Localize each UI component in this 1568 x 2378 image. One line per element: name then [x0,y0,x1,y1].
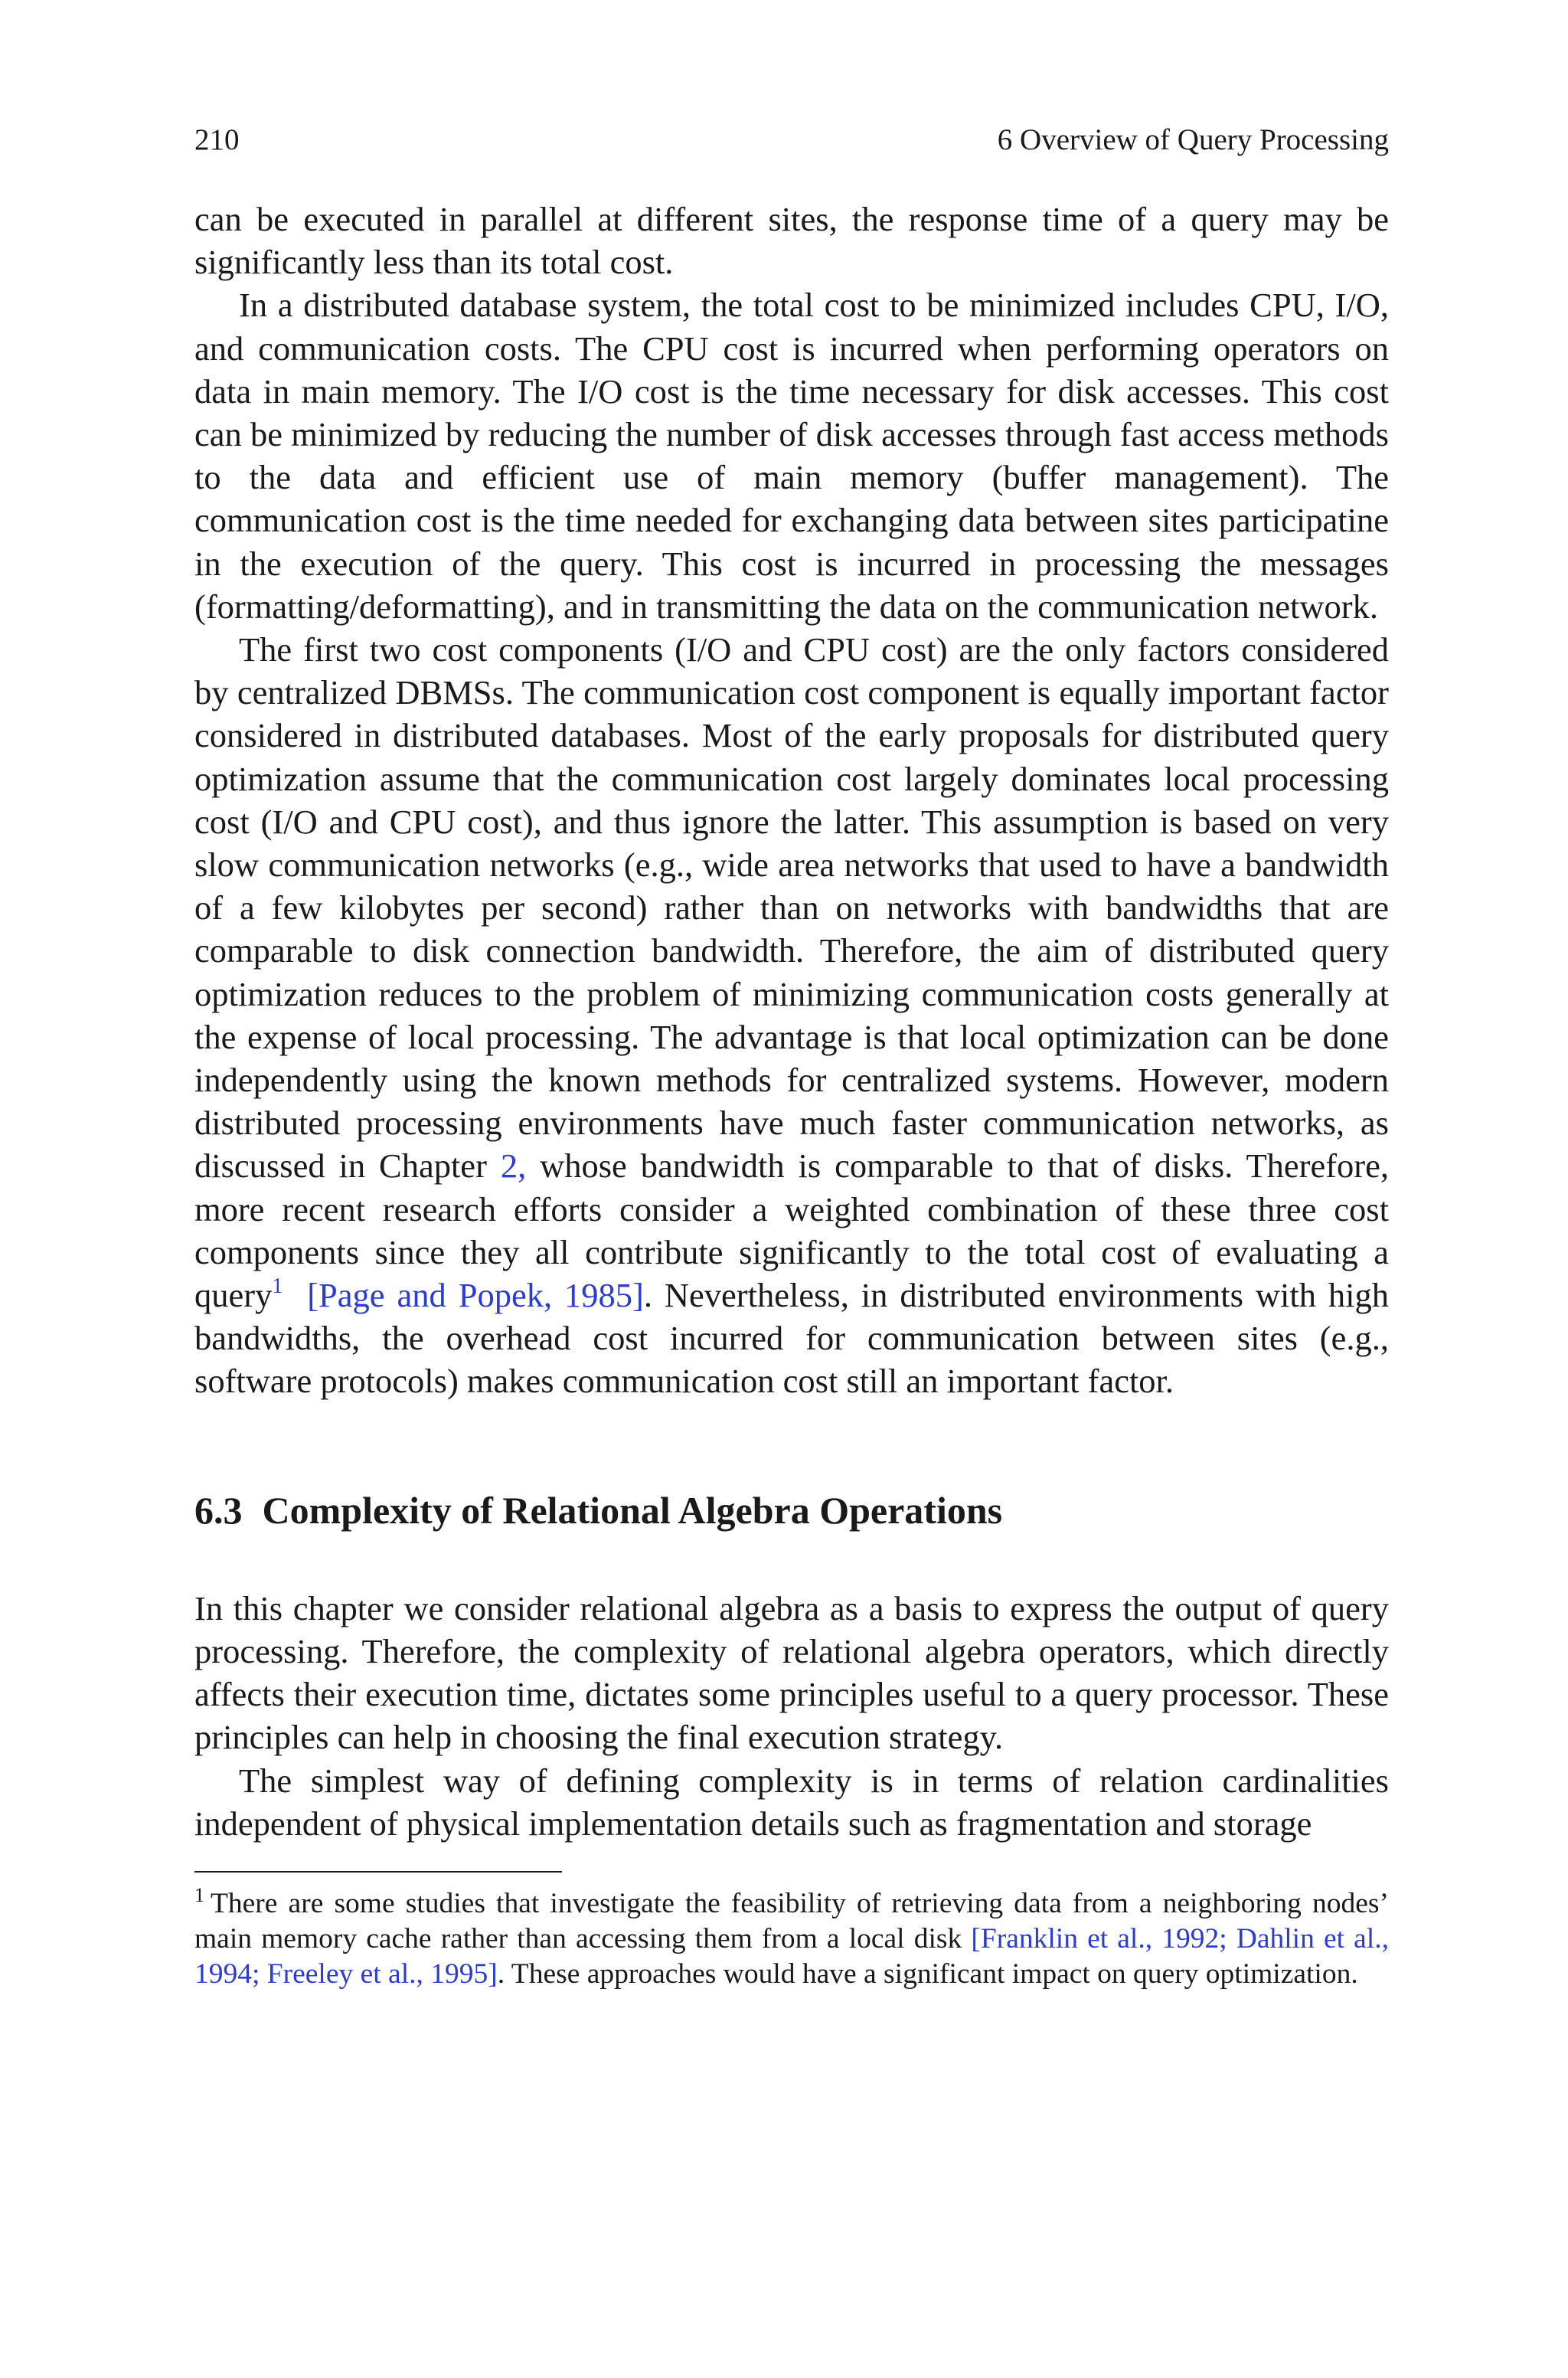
paragraph-total-cost: In a distributed database system, the total cost to be minimized includes CPU, I/O, and communication costs. The CPU cost is incurred when performing operators on data in main memory. The I/O cost is the time necessary for disk accesses. This cost can be minimized by reducing the number of disk accesses through fast access methods to the data and efficient use of main memory (buffer management). The communication cost is the time needed for exchanging data between sites participatine in the execution of the query. This cost is incurred in processing the messages (formatting/deformatting), and in transmitting the data on the communication network. [194,286,1389,626]
footnote-mark: 1 [194,1884,204,1907]
footnote-1-ref[interactable]: 1 [272,1274,283,1299]
section-heading [194,1487,1389,1533]
footnote-divider [194,1871,562,1873]
paragraph-cost-components [194,628,1389,1403]
citation-page-popek-link[interactable]: [Page and Popek, 1985] [307,1276,644,1315]
footnote-1 [194,1886,1389,1992]
footnote-text-end: . These approaches would have a significant impact on query optimization. [497,1958,1358,1990]
footnote-citation-link[interactable]: [Franklin et al., 1992; Dahlin et al., 1994; Freeley et al., 1995] [194,1922,1389,1990]
footnote-text: There are some studies that investigate the feasibility of retrieving data from a neighboring nodes’ main memory cache rather than accessing them from a local disk [194,1887,1389,1954]
paragraph-text: The first two cost components (I/O and CPU cost) are the only factors considered by centralized DBMSs. The communication cost component is equally important factor considered in distributed databases. Most of the early proposals for distributed query optimization assume that the communication cost largely dominates local processing cost (I/O and CPU cost), and thus ignore the latter. This assumption is based on very slow communication networks (e.g., wide area networks that used to have a bandwidth of a few kilobytes per second) rather than on networks with bandwidths that are comparable to disk connection bandwidth. Therefore, the aim of distributed query optimization reduces to the problem of minimizing communication costs generally at the expense of local processing. The advantage is that local optimization can be done independently using the known methods for centralized systems. However, modern distributed processing environments have much faster communication networks, as discussed in Chapter [194,630,1389,1186]
chapter-title: 6 Overview of Query Processing [997,123,1389,156]
section-paragraph-2: The simplest way of defining complexity is in terms of relation cardinalities independent of physical implementation details such as fragmentation and storage [194,1761,1389,1843]
chapter-2-link[interactable]: 2, [500,1146,527,1186]
body-text [194,198,1389,1403]
running-head [194,123,1389,158]
page [194,123,1389,1992]
page-number: 210 [194,123,240,156]
paragraph-text: . Nevertheless, in distributed environments with high bandwidths, the overhead cost incurred for communication between sites (e.g., software protocols) makes communication cost still an important factor. [194,1276,1390,1401]
paragraph-continued: can be executed in parallel at different sites, the response time of a query may be significantly less than its total cost. [194,200,1389,282]
section-body [194,1587,1389,1845]
section-paragraph-1: In this chapter we consider relational algebra as a basis to express the output of query processing. Therefore, the complexity of relational algebra operators, which directly affects their execution time, dictates some principles useful to a query processor. These principles can help in choosing the final execution strategy. [194,1588,1389,1757]
section-number: 6.3 [194,1488,243,1532]
section-title: Complexity of Relational Algebra Operations [262,1488,1003,1532]
paragraph-text: whose bandwidth is comparable to that of disks. Therefore, more recent research efforts consider a weighted combination of these three cost components since they all contribute significantly to the total cost of evaluating a query [194,1146,1389,1315]
